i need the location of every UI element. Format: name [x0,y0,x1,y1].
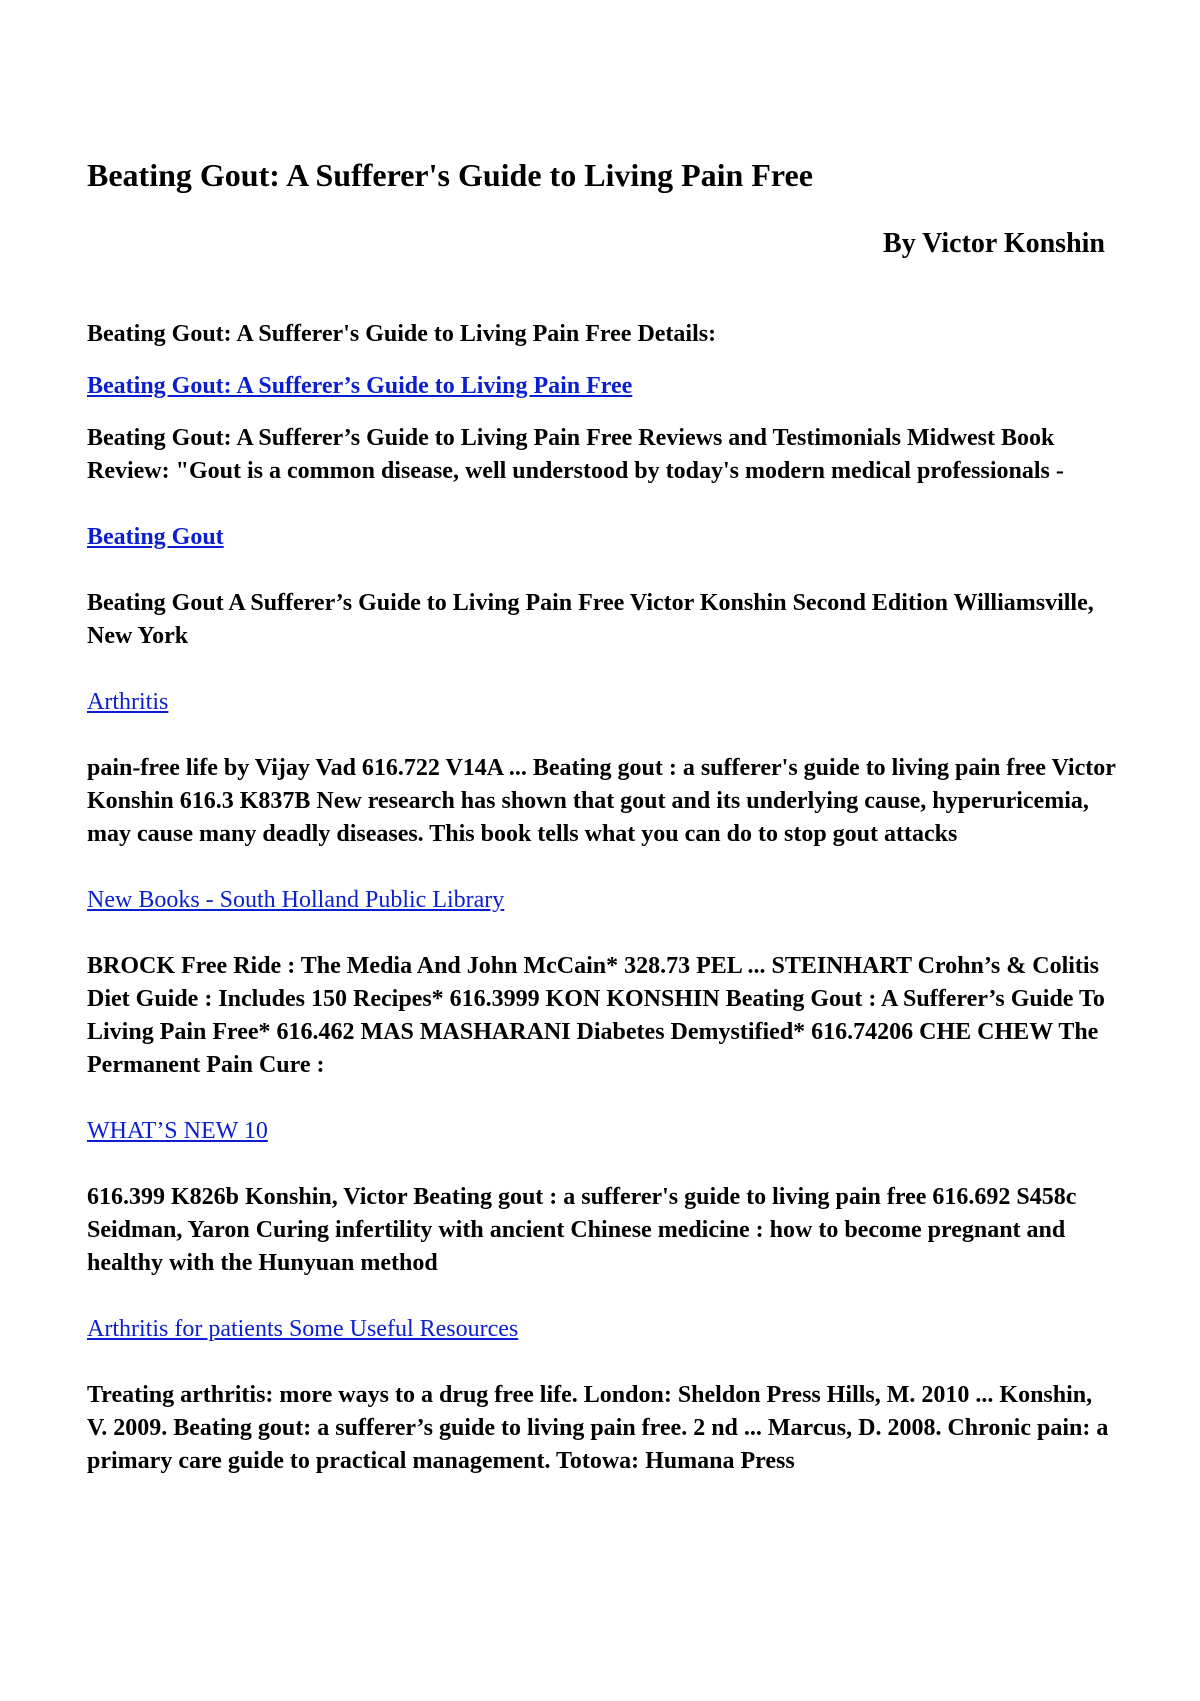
result-link-3[interactable]: Arthritis [87,689,169,715]
document-title: Beating Gout: A Sufferer's Guide to Living Pain Free [87,157,813,193]
document-body [87,318,1117,1478]
result-snippet-3: pain-free life by Vijay Vad 616.722 V14A ... Beating gout : a sufferer's guide to living pain free Victor Konshin 616.3 K837B New research has shown that gout and its underlying cause, hyperuricemia, may cause many deadly diseases. This book tells what you can do to stop gout attacks [87,755,1116,847]
result-snippet-6: Treating arthritis: more ways to a drug free life. London: Sheldon Press Hills, M. 2010 ... Konshin, V. 2009. Beating gout: a sufferer’s guide to living pain free. 2 nd ... Marcus, D. 2008. Chronic pain: a primary care guide to practical management. Totowa: Humana Press [87,1382,1109,1474]
result-link-5[interactable]: WHAT’S NEW 10 [87,1118,268,1144]
result-link-2[interactable]: Beating Gout [87,524,224,550]
author-byline: By Victor Konshin [883,228,1105,259]
details-heading: Beating Gout: A Sufferer's Guide to Living Pain Free Details: [87,321,717,347]
result-link-6[interactable]: Arthritis for patients Some Useful Resources [87,1316,519,1342]
result-link-4[interactable]: New Books - South Holland Public Library [87,887,505,913]
result-snippet-4: BROCK Free Ride : The Media And John McCain* 328.73 PEL ... STEINHART Crohn’s & Colitis Diet Guide : Includes 150 Recipes* 616.3999 KON KONSHIN Beating Gout : A Sufferer’s Guide To Living Pain Free* 616.462 MAS MASHARANI Diabetes Demystified* 616.74206 CHE CHEW The Permanent Pain Cure : [87,953,1105,1078]
result-snippet-1: Beating Gout: A Sufferer’s Guide to Living Pain Free Reviews and Testimonials Midwest Book Review: "Gout is a common disease, well understood by today's modern medical professionals - [87,425,1064,484]
result-snippet-2: Beating Gout A Sufferer’s Guide to Living Pain Free Victor Konshin Second Edition Williamsville, New York [87,590,1094,649]
result-link-1[interactable]: Beating Gout: A Sufferer’s Guide to Living Pain Free [87,373,633,399]
result-snippet-5: 616.399 K826b Konshin, Victor Beating gout : a sufferer's guide to living pain free 616.692 S458c Seidman, Yaron Curing infertility with ancient Chinese medicine : how to become pregnant and healthy with the Hunyuan method [87,1184,1077,1276]
